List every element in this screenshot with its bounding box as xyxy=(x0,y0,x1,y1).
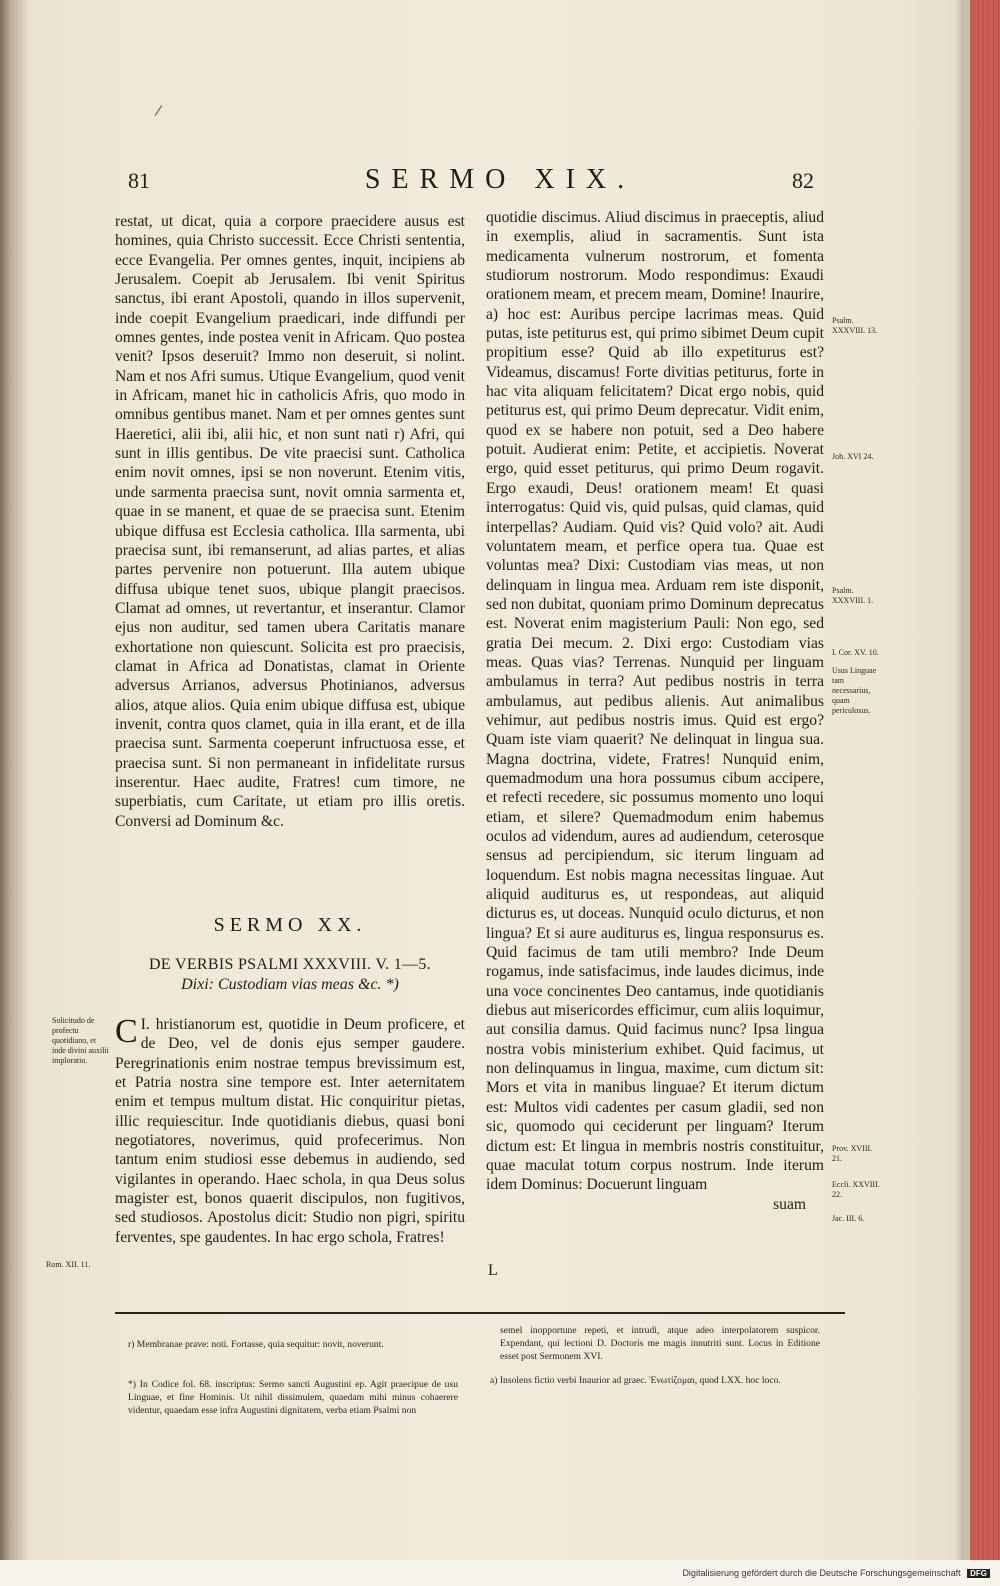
right-column xyxy=(486,208,824,1214)
footnote-continuation: semel inopportune repeti, et intrudi, atque adeo interpolatorem suspicor. Expendant, qui lectioni D. Doctoris me magis innutriti sunt. Locus in Editione esset post Sermonem XVI. xyxy=(500,1325,820,1362)
initial-letter: C xyxy=(115,1013,138,1050)
margin-note-right: Psalm. XXXVIII. 13. xyxy=(832,316,878,335)
paragraph-numeral: I. xyxy=(140,1016,150,1033)
margin-note-right: Jac. III. 6. xyxy=(832,1214,865,1223)
catchword: suam xyxy=(773,1195,806,1213)
margin-note-right: Eccli. XXVIII. 22. xyxy=(832,1180,880,1199)
footer-credit xyxy=(682,1568,990,1578)
sermo-xx-heading xyxy=(115,955,465,995)
footer-text: Digitalisierung gefördert durch die Deutsche Forschungsgemeinschaft xyxy=(682,1568,961,1578)
signature-mark: L xyxy=(488,1262,498,1279)
sermo-xx-body xyxy=(115,1015,465,1247)
footnote-a: a) Insolens fictio verbi Inaurior ad graec. Ἐνωτίζομαι, quod LXX. hoc loco. xyxy=(490,1375,781,1386)
stray-pen-mark: / xyxy=(154,102,163,120)
footnote-rule xyxy=(115,1312,845,1314)
margin-note-left: Rom. XII. 11. xyxy=(46,1260,91,1269)
page-number-right: 82 xyxy=(792,168,814,193)
footnote-star: *) In Codice fol. 68. inscriptus: Sermo sancti Augustini ep. Agit praecipue de usu Linguae, et fine Hominis. Ut nihil dissimulem, quaedam mihi minus cohaerere videntur, quaedam esse infra Augustini dignitatem, verba etiam Psalmi non xyxy=(128,1379,458,1416)
margin-note-right: Joh. XVI 24. xyxy=(832,452,874,461)
margin-note-right: I. Cor. XV. 10. xyxy=(832,648,879,657)
sermo-heading-line1: DE VERBIS PSALMI XXXVIII. V. 1—5. xyxy=(149,956,431,973)
sermo-xx-text: hristianorum est, quotidie in Deum proficere, et de Deo, vel de donis ejus semper gaudere. Peregrinationis enim nostrae tempus brevissimum est, et Patria nostra sine tempore est. Inter aeternitatem enim et tempus multum distat. Hic conquiritur pietas, illic requiescitur. Inde quotidianis diebus, quasi boni negotiatores, noverimus, quid profecerimus. Non tantum enim studiosi esse debemus in audiendo, sed vigilantes in operando. Haec schola, in qua Deus solus magister est, bonos quaerit discipulos, non fugitivos, sed studiosos. Apostolus dicit: Studio non pigri, spiritu ferventes, spe gaudentes. In hac ergo schola, Fratres! xyxy=(115,1016,465,1246)
running-title: SERMO XIX. xyxy=(364,164,636,195)
dfg-logo: DFG xyxy=(967,1569,990,1578)
footnote-r: r) Membranae prave: noti. Fortasse, quia sequitur: novit, noverunt. xyxy=(128,1339,384,1350)
page-number-left: 81 xyxy=(128,168,150,193)
margin-note-right: Psalm. XXXVIII. 1. xyxy=(832,586,874,605)
sermo-heading-line2: Dixi: Custodiam vias meas &c. *) xyxy=(181,976,399,993)
margin-note-right: Prov. XVIII. 21. xyxy=(832,1144,873,1163)
right-column-text: quotidie discimus. Aliud discimus in praeceptis, aliud in exemplis, aliud in sacramentis. Sunt ista medicamenta vulnerum nostrorum, et fomenta studiorum nostrorum. Modo respondimus: Exaudi orationem meam, et precem meam, Domine! Inaurire, a) hoc est: Auribus percipe lacrimas meas. Quid putas, iste petiturus est, qui primo sibimet Deum cupit propitium esse? Quid ab illo expetiturus est? Videamus, discamus! Forte divitias petiturus, forte in hac vita aliquam felicitatem? Dicat ergo nobis, quid petiturus est, qui primo Deum deprecatur. Vidit enim, quod ex se habere non potuit, sed a Deo habere potuit. Audierat enim: Petite, et accipietis. Noverat ergo, quid esset petiturus, qui primo Deum rogavit. Ergo exaudi, Deus! orationem meam! Et quasi interrogatus: Quid vis, quid pulsas, quid clamas, quid interpellas? Audiam. Quid vis? Quid volo? ait. Audi voluntatem meam, et perfice opera tua. Quae est voluntas mea? Dixi: Custodiam vias meas, ut non delinquam in lingua mea. Arduam rem iste disponit, sed non dubitat, quoniam primo Dominum deprecatus est. Noverat enim magisterium Pauli: Non ego, sed gratia Dei mecum. 2. Dixi ergo: Custodiam vias meas. Quas vias? Terrenas. Nunquid per linguam ambulamus in terra? Aut pedibus nostris in terra ambulamus, aut pedibus alienis. Aut animalibus vehimur, aut pedibus nostris imus. Quid est ergo? Quam iste viam quaerit? Ne delinquat in lingua sua. Magna doctrina, videte, Fratres! Nunquid enim, quemadmodum una hora possumus cibum accipere, et refecti recedere, sic possumus momento uno loqui etiam, et silere? Quemadmodum enim habemus oculos ad videndum, aures ad audiendum, ceterosque sensus ad percipiendum, sic iterum linguam ad loquendum. Est nobis magna necessitas linguae. Aut aliquid auditurus es, ut respondeas, aut aliquid dicturus es, ut doceas. Nunquid oculo dicturus, et non lingua? Et si aure auditurus es, lingua responsurus es. Quid facimus de tam utili membro? Inde Deum rogamus, inde satisfacimus, inde laudes dicimus, inde una voce concinentes Deo cantamus, inde quotidianis diebus aut misericordes efficimur, cum aliis loquimur, aut consilia damus. Quid facimus nunc? Ipsa lingua nostra vobis ministerium exhibet. Quid facimus, ut non delinquamus in lingua, maxime, cum dictum sit: Mors et vita in manibus linguae? Et iterum dictum est: Multos vidi cadentes per casum gladii, sed non sic, quomodo qui ceciderunt per linguam? Iterum dictum est: Et lingua in membris nostris constituitur, quae maculat totum corpus nostrum. Inde iterum idem Dominus: Docuerunt linguam xyxy=(486,209,824,1194)
left-column xyxy=(115,212,465,831)
sermo-xx-title: SERMO XX. xyxy=(213,914,367,936)
left-column-text: restat, ut dicat, quia a corpore praecidere ausus est homines, quia Christo successit. Ecce Christi sententia, ecce Evangelia. Per omnes gentes, inquit, incipiens ab Jerusalem. Coepit ab Jerusalem. Ibi venit Spiritus sanctus, ibi erant Apostoli, quando in illos supervenit, inde coepit Evangelium praedicari, inde diffundi per omnes gentes, inde postea venit in Africam. Quo postea venit? Ipsos deseruit? Immo non deseruit, si nolint. Nam et nos Afri sumus. Utique Evangelium, quod venit in Africam, manet hic in catholicis Afris, quo modo in omnibus gentibus manet. Nam et per omnes gentes sunt Haeretici, alii ibi, alii hic, et non sunt nati r) Afri, qui sunt in illis gentibus. De vite praecisi sunt. Catholica enim novit omnes, ipsi se non noverunt. Etenim vitis, unde sarmenta praecisa sunt, novit omnia sarmenta et, quae in se manent, et quae de se praecisa sunt. Etenim ubique diffusa est Ecclesia catholica. Illa sarmenta, ubi praecisa sunt, ibi remanserunt, ad alias partes, et alias partes pervenire non potuerunt. Illa autem ubique diffusa ubique tenet suos, ubique plangit praecisos. Clamat ad omnes, ut revertantur, et inserantur. Clamor ejus non auditur, sed tamen ubera Caritatis manare exhortatione non quiescunt. Solicita est pro praecisis, clamat in Africa ad Donatistas, clamat in Oriente adversus Arrianos, adversus Photinianos, adversus alios, atque alios. Quia enim ubique diffusa est, ubique invenit, contra quos clamet, quia in illa erant, et de illa praecisa sunt. Sarmenta coeperunt infructuosa esse, et praecisa sunt. Si non permaneant in infidelitate rursus inserentur. Haec audite, Fratres! cum timore, ne superbiatis, cum Caritate, ut etiam pro illis oretis. Conversi ad Dominum &c. xyxy=(115,213,465,830)
margin-note-right: Usus Linguae tam necessarius, quam periculosus. xyxy=(832,666,877,715)
page-edge-red xyxy=(970,0,1000,1560)
margin-note-left: Solicitudo de profectu quotidiano, et inde divini auxilii imploratio. xyxy=(52,1016,109,1065)
